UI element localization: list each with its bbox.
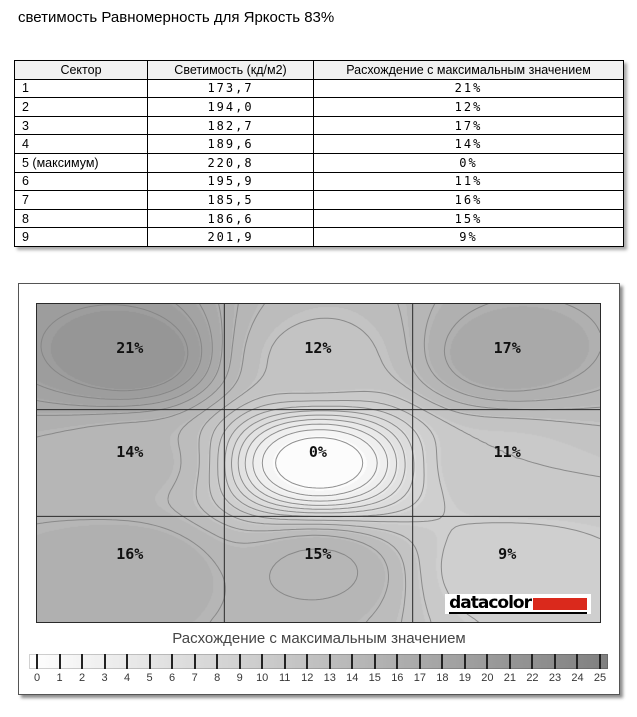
colorbar-tick-label: 1: [56, 672, 63, 684]
page-title: светимость Равномерность для Яркость 83%: [18, 9, 335, 26]
colorbar-tick: [531, 654, 533, 669]
table-row: [15, 153, 624, 172]
luminance-cell: 201,9: [148, 228, 314, 247]
sector-deviation-label: 11%: [493, 443, 521, 462]
table-row: [15, 228, 624, 247]
luminance-cell: 185,5: [148, 191, 314, 210]
table-row: [15, 116, 624, 135]
colorbar-label: Расхождение с максимальным значением: [172, 630, 466, 647]
colorbar-tick: [351, 654, 353, 669]
colorbar-tick-label: 0: [33, 672, 41, 684]
datacolor-logo-red-bar: [533, 598, 587, 610]
datacolor-logo-inner: [449, 593, 587, 614]
colorbar-tick-label: 21: [503, 672, 517, 684]
sector-cell: 6: [15, 172, 148, 191]
deviation-cell: 21%: [314, 79, 624, 98]
deviation-cell: 0%: [314, 153, 624, 172]
sector-cell: 8: [15, 209, 148, 228]
table-row: [15, 209, 624, 228]
colorbar-tick-label: 17: [413, 672, 426, 684]
table-row: [15, 172, 624, 191]
sector-cell: 3: [15, 116, 148, 135]
sector-deviation-label: 17%: [493, 339, 521, 358]
sector-cell: 5 (максимум): [15, 153, 148, 172]
sector-deviation-label: 14%: [116, 443, 144, 462]
colorbar-tick-label: 3: [101, 672, 108, 684]
colorbar-tick-label: 14: [346, 672, 359, 684]
colorbar-tick-label: 9: [236, 672, 243, 684]
colorbar-tick: [509, 654, 511, 669]
colorbar-tick: [126, 654, 128, 669]
colorbar-tick-label: 6: [169, 672, 176, 684]
deviation-cell: 11%: [314, 172, 624, 191]
datacolor-logo: [445, 594, 591, 614]
colorbar-tick: [36, 654, 38, 669]
sector-cell: 7: [15, 191, 148, 210]
colorbar-tick-label: 23: [548, 672, 562, 684]
colorbar-tick: [149, 654, 151, 669]
colorbar-gradient: [29, 654, 608, 669]
luminance-cell: 194,0: [148, 98, 314, 117]
column-header-luminance: Светимость (кд/м2): [148, 61, 314, 80]
table-row: [15, 191, 624, 210]
table-header-row: [15, 61, 624, 80]
colorbar-tick: [81, 654, 83, 669]
deviation-cell: 15%: [314, 209, 624, 228]
luminance-cell: 182,7: [148, 116, 314, 135]
sector-deviation-label: 15%: [304, 544, 332, 563]
colorbar-tick: [194, 654, 196, 669]
colorbar-tick: [554, 654, 556, 669]
colorbar-tick: [329, 654, 331, 669]
colorbar-tick: [464, 654, 466, 669]
uniformity-table: [14, 60, 624, 247]
colorbar-tick-label: 11: [279, 672, 291, 684]
colorbar-tick-label: 4: [124, 672, 131, 684]
colorbar-tick-label: 18: [436, 672, 449, 684]
colorbar-tick-label: 20: [481, 672, 494, 684]
uniformity-map-panel: [18, 283, 620, 695]
colorbar-tick: [306, 654, 308, 669]
sector-cell: 4: [15, 135, 148, 154]
colorbar-tick-label: 16: [391, 672, 404, 684]
sector-cell: 1: [15, 79, 148, 98]
colorbar-tick: [104, 654, 106, 669]
sector-cell: 9: [15, 228, 148, 247]
colorbar-tick-labels: [33, 672, 607, 685]
colorbar-tick-label: 8: [214, 672, 221, 684]
colorbar-tick: [59, 654, 61, 669]
colorbar-tick: [261, 654, 263, 669]
colorbar-tick-label: 22: [526, 672, 539, 684]
colorbar-tick: [599, 654, 601, 669]
deviation-cell: 12%: [314, 98, 624, 117]
colorbar-tick-label: 25: [593, 672, 607, 684]
colorbar-tick: [486, 654, 488, 669]
deviation-cell: 14%: [314, 135, 624, 154]
sector-deviation-label: 16%: [116, 544, 144, 563]
contour-map: [36, 303, 601, 623]
luminance-cell: 220,8: [148, 153, 314, 172]
colorbar-tick-label: 13: [323, 672, 336, 684]
colorbar-tick: [576, 654, 578, 669]
sector-deviation-label: 9%: [498, 544, 517, 563]
colorbar-tick-label: 2: [78, 672, 86, 684]
table-row: [15, 79, 624, 98]
deviation-cell: 16%: [314, 191, 624, 210]
colorbar-tick-label: 10: [256, 672, 269, 684]
column-header-deviation: Расхождение с максимальным значением: [314, 61, 624, 80]
column-header-sector: Сектор: [15, 61, 148, 80]
deviation-cell: 17%: [314, 116, 624, 135]
colorbar-tick: [396, 654, 398, 669]
colorbar-tick-label: 12: [301, 672, 314, 684]
luminance-cell: 173,7: [148, 79, 314, 98]
sector-deviation-label: 21%: [116, 339, 144, 358]
colorbar-tick: [419, 654, 421, 669]
colorbar-tick: [171, 654, 173, 669]
colorbar-tick: [441, 654, 443, 669]
table-row: [15, 98, 624, 117]
sector-cell: 2: [15, 98, 148, 117]
colorbar-tick: [374, 654, 376, 669]
luminance-cell: 186,6: [148, 209, 314, 228]
colorbar-tick: [216, 654, 218, 669]
colorbar-tick-label: 19: [458, 672, 471, 684]
colorbar-tick-label: 24: [571, 672, 584, 684]
luminance-cell: 195,9: [148, 172, 314, 191]
colorbar-tick: [284, 654, 286, 669]
datacolor-logo-text: datacolor: [449, 593, 531, 613]
colorbar-tick-label: 7: [191, 672, 198, 684]
sector-deviation-label: 12%: [304, 339, 332, 358]
deviation-cell: 9%: [314, 228, 624, 247]
luminance-cell: 189,6: [148, 135, 314, 154]
colorbar-tick-label: 5: [146, 672, 153, 684]
colorbar-ticks: [37, 654, 600, 669]
colorbar-tick-label: 15: [368, 672, 381, 684]
sector-deviation-label: 0%: [308, 443, 327, 462]
colorbar-tick: [239, 654, 241, 669]
table-row: [15, 135, 624, 154]
